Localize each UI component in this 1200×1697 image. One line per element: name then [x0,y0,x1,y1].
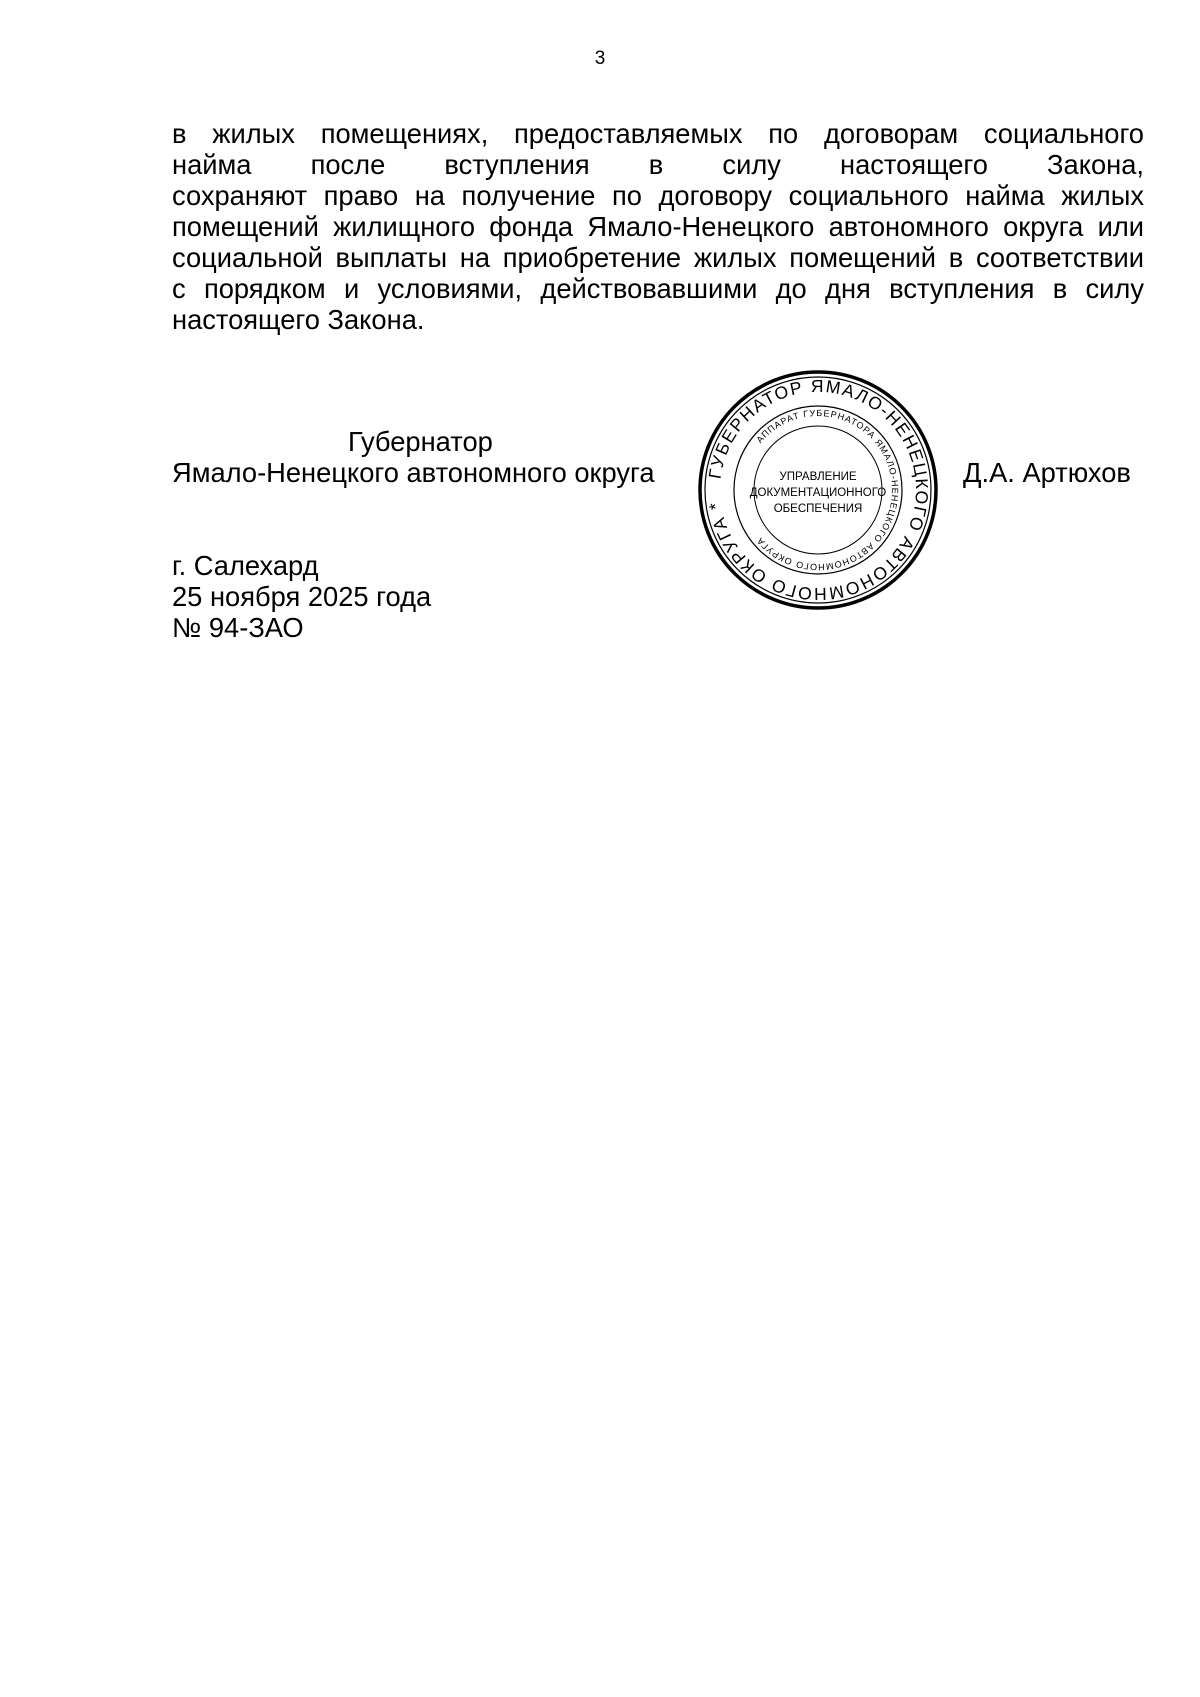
seal-inner-text: АППАРАТ ГУБЕРНАТОРА ЯМАЛО-НЕНЕЦКОГО АВТОНОМНОГО ОКРУГА [754,407,901,573]
seal-outer-text: ГУБЕРНАТОР ЯМАЛО-НЕНЕЦКОГО АВТОНОМНОГО ОКРУГА * [704,375,933,605]
body-line: социальной выплаты на приобретение жилых помещений в соответствии [172,242,1144,273]
page-number: 3 [594,48,606,69]
law-number: № 94-ЗАО [172,612,304,643]
signatory-title: Губернатор [348,426,493,457]
body-line: с порядком и условиями, действовавшими до дня вступления в силу [172,273,1144,304]
body-line: помещений жилищного фонда Ямало-Ненецкого автономного округа или [172,211,1144,242]
body-paragraph [172,118,1144,335]
seal-center-line: ОБЕСПЕЧЕНИЯ [773,503,863,515]
body-line: в жилых помещениях, предоставляемых по договорам социального [172,118,1144,149]
issue-city: г. Салехард [172,550,319,581]
body-line: сохраняют право на получение по договору социального найма жилых [172,180,1144,211]
official-seal [697,369,939,611]
signatory-region: Ямало-Ненецкого автономного округа [172,457,655,488]
seal-center-line: УПРАВЛЕНИЕ [779,471,857,483]
issue-details [172,550,431,643]
issue-date: 25 ноября 2025 года [172,581,432,612]
seal-center-line: ДОКУМЕНТАЦИОННОГО [749,487,887,499]
body-line: найма после вступления в силу настоящего Закона, [172,149,1144,180]
signer-name: Д.А. Артюхов [963,457,1131,488]
body-line: настоящего Закона. [172,304,425,335]
